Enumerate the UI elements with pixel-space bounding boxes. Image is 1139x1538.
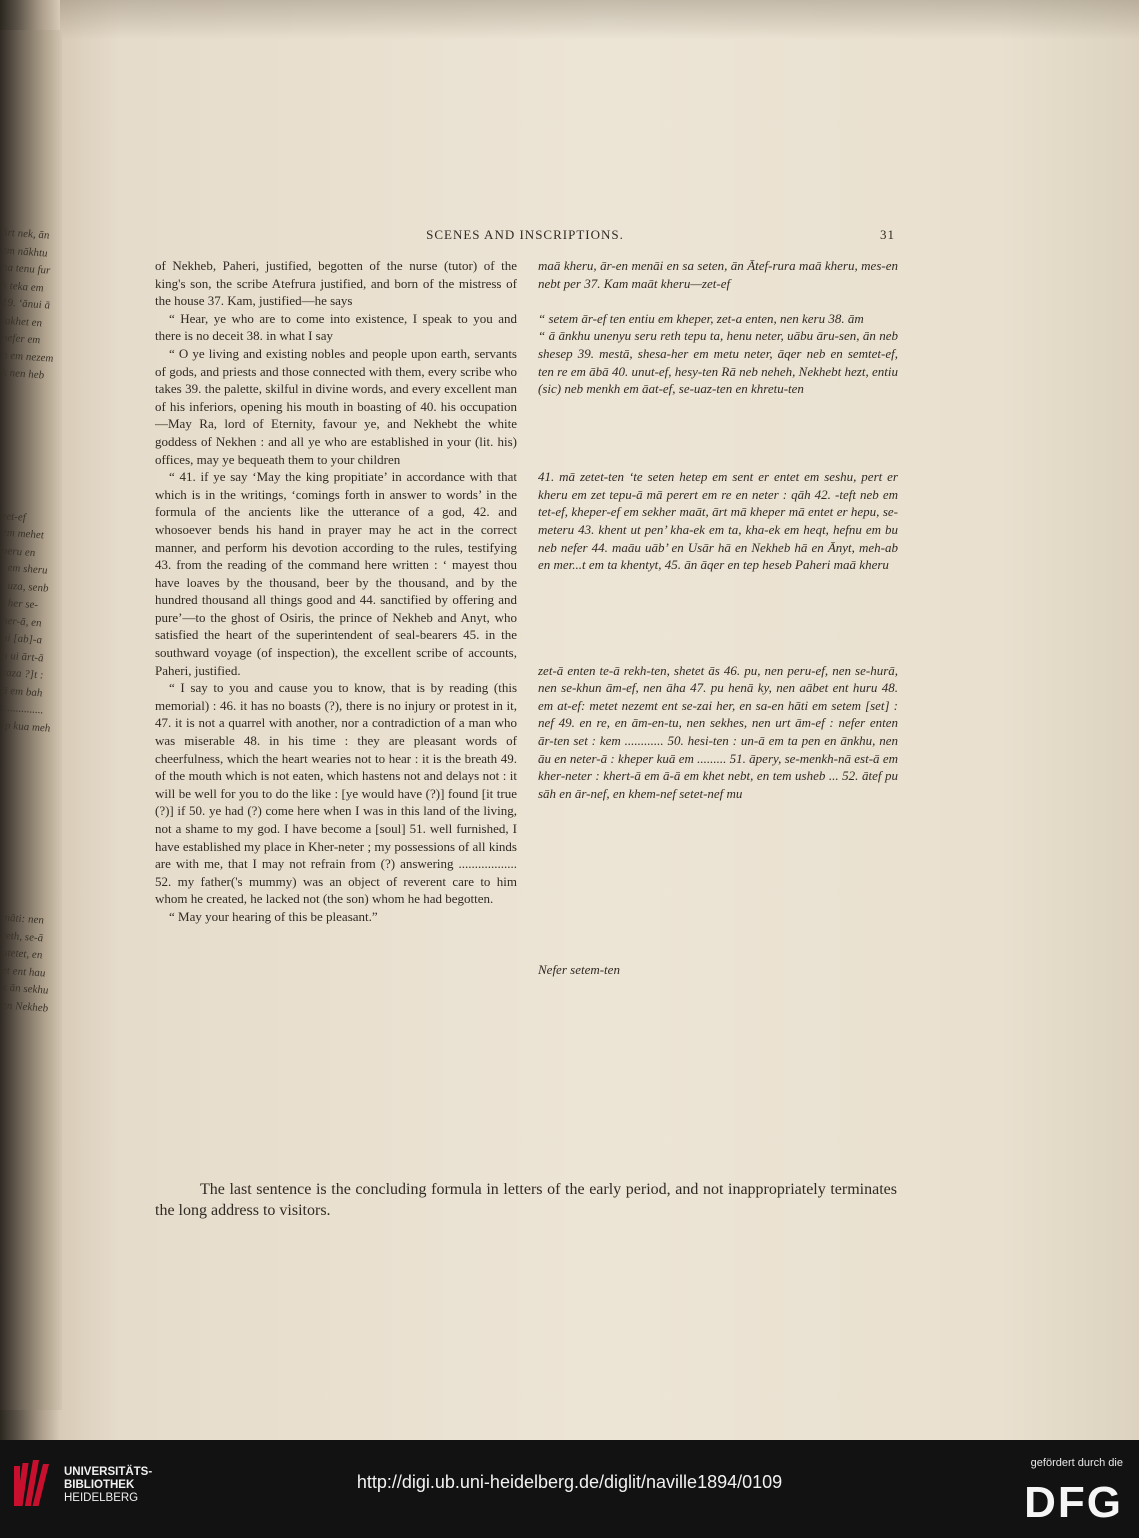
previous-page-fragment: 19. ‘ānui ā [2, 296, 50, 312]
page-top-shadow [60, 0, 1139, 40]
previous-page-fragment: et ent hau [2, 963, 46, 980]
translation-paragraph: “ O ye living and existing nobles and people upon earth, servants of gods, and priests and those connected with them, every scribe who takes 39. the palette, skilful in divine words, and every excellent man of his inferiors, opening his mouth in boasting of 40. his occupation—May Ra, lord of Eternity, favour ye, and Nekhebt the white goddess of Nekhen : and all ye who are established in your (lit. his) offices, may ye bequeath them to your children [155, 345, 517, 467]
previous-page-fragment: , uza, senb [2, 578, 49, 595]
transliteration-paragraph: 41. mā zetet-ten ‘te seten hetep em sent er entet em seshu, pert er kheru em zet tepu-ā mā perert em re en neter : qāh 42. -teft neb em tet-ef, kheper-ef em sekher maāt, ārt mā kheper mā entet er hepu, se-meteru 43. khent ut pen’ kha-ek em ta, kha-ek em heqt, hefnu em bu neb nefer 44. maāu uāb’ en Usār hā en Nekheb hā en Ānyt, meh-ab en mer...t em ta khentyt, 45. ān āqer en tep heseb Paheri maā kheru [538, 469, 898, 573]
previous-page-fragment: her-ā, en [2, 614, 42, 629]
previous-page-fragment: h em nezem [2, 348, 54, 365]
permalink-url[interactable]: http://digi.ub.uni-heidelberg.de/diglit/naville1894/0109 [356, 1472, 783, 1492]
running-title: SCENES AND INSCRIPTIONS. [426, 227, 624, 242]
previous-page-fragment: em nākhtu [2, 243, 48, 260]
closing-paragraph: The last sentence is the concluding formula in letters of the early period, and not inappropriately terminates the long address to visitors. [155, 1181, 897, 1219]
translation-paragraph: “ I say to you and cause you to know, that is by reading (this memorial) : 46. it has no boasts (?), there is no injury or protest in it, 47. it is not a quarrel with another, nor a contradiction of a man who was miserable 48. in his time : they are pleasant words of cheerfulness, which the heart wearies not to hear : it is the breath 49. of the mouth which is not eaten, which hastens not and delays not : it will be well for you to do the like : [ye would have (?)] found [it true (?)] if 50. ye had (?) come here when I was in this land of the living, not a shame to my god. I have become a [soul] 51. well furnished, I have established my place in Kher-neter ; my possessions of all kinds are with me, that I may not refrain from (?) answering .................. 52. my father('s mummy) was an object of reverent care to him whom he created, he lacked not (the son) whom he had begotten. [155, 680, 517, 907]
previous-page-fragment: ............... [2, 701, 44, 717]
previous-page-fragment: zet-ef [2, 509, 26, 524]
library-name-line3: HEIDELBERG [64, 1492, 139, 1504]
transliteration-paragraph: “ ā ānkhu unenyu seru reth tepu ta, henu neter, uābu āru-sen, ān neb shesep 39. mestā, shesa-her em metu neter, āqer neb en semtet-ef, ten re em ābā 40. unut-ef, hesy-ten Rā neb neheh, Nekhebt hezt, entiu (sic) neb menkh em āat-ef, se-uaz-ten en khretu-ten [538, 328, 898, 397]
paragraph-gap [538, 802, 898, 960]
previous-page-fragment: peru en [2, 544, 36, 559]
translation-paragraph: “ Hear, ye who are to come into existence, I speak to you and there is no deceit 38. in what I say [155, 310, 517, 344]
previous-page-fragment: ha tenu fur [2, 261, 51, 277]
previous-page-fragment: iakhet en [2, 314, 43, 329]
previous-page-edge [0, 30, 62, 1410]
library-name-line1: UNIVERSITÄTS- [64, 1466, 153, 1478]
previous-page-fragment: reth, se-ā [2, 929, 44, 944]
previous-page-fragment: ip kua meh [2, 718, 51, 735]
previous-page-fragment: māti: nen [2, 911, 44, 927]
dfg-logo: DFG [1024, 1478, 1123, 1527]
paragraph-gap [538, 292, 898, 310]
previous-page-fragment: t her se- [2, 596, 39, 612]
page-number: 31 [880, 227, 895, 242]
previous-page-fragment: utetet, en [2, 946, 43, 962]
transliteration-paragraph: zet-ā enten te-ā rekh-ten, shetet ās 46. pu, nen peru-ef, nen se-hurā, nen se-khun ām-ef, nen āha 47. pu henā ky, nen aābet ent huru 48. em at-ef: metet nezemt ent se-zai her, en sa-en hāti em setem [set] : nef 49. en re, en ām-en-tu, nen sekhes, nen urt ām-ef : nefer enten ār-ten set : kem ............ 50. hesi-ten : un-ā em ta pen en ānkhu, nen āu en neter-ā : kheper kuā em ......... 51. āpery, se-menkh-nā est-ā em kher-neter : khert-ā em ā-ā em khet nebt, en tem usheb ... 52. ātef pu sāh en ār-nef, en khem-nef setet-nef mu [538, 662, 898, 801]
translation-paragraph: “ 41. if ye say ‘May the king propitiate’ in accordance with that which is in the writings, ‘comings forth in answer to words’ in the formula of the ancients like the utterance of a god, 42. and whosoever bends his hand in prayer may he act in the correct manner, and perform his devotion according to the rules, testifying 43. from the reading of the command here written : ‘ mayest thou have loaves by the thousand, beer by the thousand, and by the hundred thousand all things good and 44. sanctified by offering and pure’—to the ghost of Osiris, the prince of Nekheb and Anyt, who satisfied the heart of the superintendent of seal-bearers 45. in the southward voyage (of inspection), the excellent scribe of accounts, Paheri, justified. [155, 469, 517, 678]
translation-paragraph: “ May your hearing of this be pleasant.” [169, 908, 378, 924]
previous-page-fragment: ui [ab]-a [2, 631, 43, 647]
previous-page-fragment: k teka em [2, 279, 44, 294]
previous-page-fragment: ā em bah [2, 684, 43, 699]
running-header [155, 227, 895, 247]
left-column-translation [155, 257, 517, 926]
transliteration-paragraph: maā kheru, ār-en menāi en sa seten, ān Ātef-rura maā kheru, mes-en nebt per 37. Kam maāt kheru—zet-ef [538, 258, 898, 291]
funded-by-text: gefördert durch die [1030, 1457, 1123, 1469]
paragraph-gap [538, 574, 898, 662]
footer-bar [0, 1440, 1139, 1538]
translation-paragraph: of Nekheb, Paheri, justified, begotten of the nurse (tutor) of the king's son, the scribe Atefrura justified, and born of the mistress of the house 37. Kam, justified—he says [155, 258, 517, 309]
right-column-transliteration [538, 257, 898, 978]
previous-page-fragment: k ān sekhu [2, 981, 49, 997]
previous-page-fragment: nefer em [2, 331, 41, 347]
previous-page-fragment: en Nekheb [2, 998, 49, 1015]
paragraph-gap [538, 398, 898, 468]
library-name-line2: BIBLIOTHEK [64, 1479, 135, 1491]
previous-page-fragment: . em sheru [2, 561, 48, 577]
previous-page-fragment: em mehet [2, 526, 44, 542]
transliteration-paragraph: “ setem ār-ef ten entiu em kheper, zet-a enten, nen keru 38. ām [538, 310, 864, 326]
previous-page-fragment: zaza ?]t : [2, 666, 44, 682]
previous-page-fragment: k nen heb [2, 366, 45, 382]
previous-page-fragment: n ui ārt-ā [2, 649, 44, 664]
transliteration-paragraph: Nefer setem-ten [538, 961, 620, 977]
previous-page-fragment: ārt nek, ān [2, 226, 50, 242]
